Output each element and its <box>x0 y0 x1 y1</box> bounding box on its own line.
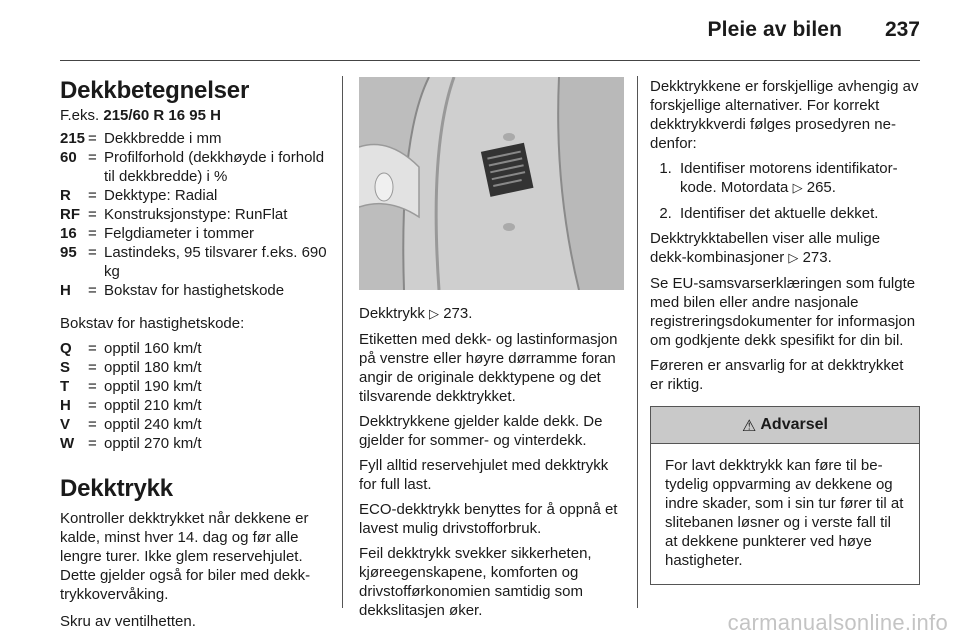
tyre-term-row <box>60 281 330 300</box>
term: R <box>60 187 71 204</box>
term: V <box>60 416 71 433</box>
equals-sign: = <box>88 340 97 357</box>
door-frame-label-illustration <box>359 77 624 290</box>
definition: Felgdiameter i tommer <box>104 225 255 242</box>
triangle-right-icon: ▷ <box>788 251 799 266</box>
speed-code-row <box>60 339 330 358</box>
speed-code-row <box>60 434 330 453</box>
triangle-right-icon: ▷ <box>792 181 803 196</box>
term: T <box>60 378 70 395</box>
definition: Profilforhold (dekkhøyde i forhold til dekkbredde) i % <box>104 149 325 185</box>
definition: opptil 270 km/t <box>104 435 202 452</box>
paragraph-check-pressure: Kontroller dekktrykket når dekkene er kalde, minst hver 14. dag og før alle lengre turer. Ikke glem reservehjulet. Dette gjelder også for biler med dekktrykkovervåking. <box>60 510 311 603</box>
column-divider-1 <box>342 76 343 608</box>
equals-sign: = <box>88 282 97 299</box>
example-line <box>60 106 330 125</box>
step-text: Identifiser det aktuelle dekket. <box>680 205 879 222</box>
tyre-label-sticker <box>481 143 534 197</box>
equals-sign: = <box>88 187 97 204</box>
definition: Bokstav for hastighetskode <box>104 282 285 299</box>
step-reference-page: 265. <box>806 179 836 196</box>
example-prefix: F.eks. <box>60 107 100 124</box>
definition: Dekktype: Radial <box>104 187 218 204</box>
term: 60 <box>60 149 77 166</box>
reference-text: Dekktrykk <box>359 305 425 322</box>
watermark: carmanualsonline.info <box>727 610 948 635</box>
tyre-term-list <box>60 129 330 300</box>
heading-tyre-pressure: Dekktrykk <box>60 475 173 502</box>
term: S <box>60 359 71 376</box>
warning-text: For lavt dekktrykk kan føre til betydelig oppvarming av dekkene og indre skader, som i sin tur fører til at slitebanen løsner og i verste fall til at dekkene punkterer ved høye hastigheter. <box>665 457 904 569</box>
paragraph-valve-cap: Skru av ventilhetten. <box>60 613 196 630</box>
heading-tyre-designations: Dekkbetegnelser <box>60 77 250 104</box>
equals-sign: = <box>88 435 97 452</box>
equals-sign: = <box>88 359 97 376</box>
definition: opptil 210 km/t <box>104 397 202 414</box>
speed-code-row <box>60 415 330 434</box>
page-number: 237 <box>884 18 920 41</box>
speed-code-row <box>60 358 330 377</box>
warning-triangle-icon: ⚠ <box>742 415 757 435</box>
tyre-term-row <box>60 205 330 224</box>
speed-code-row <box>60 377 330 396</box>
column-left <box>60 77 330 631</box>
equals-sign: = <box>88 206 97 223</box>
definition: Lastindeks, 95 tilsvarer f.eks. 690 kg <box>104 244 327 280</box>
definition: opptil 240 km/t <box>104 416 202 433</box>
column-middle <box>359 77 624 620</box>
definition: opptil 190 km/t <box>104 378 202 395</box>
paragraph-spare-wheel: Fyll alltid reservehjulet med dekktrykk for full last. <box>359 457 609 493</box>
speed-code-row <box>60 396 330 415</box>
step-text: Identifiser motorens identifikatorkode. Motordata <box>680 160 898 196</box>
column-divider-2 <box>637 76 638 608</box>
equals-sign: = <box>88 130 97 147</box>
definition: opptil 160 km/t <box>104 340 202 357</box>
procedure-step <box>676 204 920 223</box>
term: 95 <box>60 244 77 261</box>
header-rule <box>60 60 920 61</box>
paragraph-pressure-varies: Dekktrykkene er forskjellige avhengig av forskjellige alternativer. For korrekt dekktrykkverdi følges prosedyren nedenfor: <box>650 78 919 152</box>
paragraph-driver-responsible: Føreren er ansvarlig for at dekktrykket er riktig. <box>650 357 904 393</box>
equals-sign: = <box>88 397 97 414</box>
term: W <box>60 435 75 452</box>
paragraph-wrong-pressure: Feil dekktrykk svekker sikkerheten, kjøreegenskapene, komforten og drivstofførkonomien samtidig som dekkslitasjen øker. <box>359 545 592 619</box>
term: H <box>60 282 71 299</box>
equals-sign: = <box>88 416 97 433</box>
warning-box <box>650 406 920 585</box>
term: RF <box>60 206 80 223</box>
paragraph-label-location: Etiketten med dekk- og lastinformasjon på venstre eller høyre dørramme foran angir de originale dekktypene og det tilsvarende dekktrykket. <box>359 331 618 405</box>
tyre-term-row <box>60 243 330 281</box>
definition: opptil 180 km/t <box>104 359 202 376</box>
term: Q <box>60 340 72 357</box>
equals-sign: = <box>88 378 97 395</box>
reference-page: 273. <box>802 249 832 266</box>
paragraph-eco-pressure: ECO-dekktrykk benyttes for å oppnå et lavest mulig drivstofforbruk. <box>359 501 618 537</box>
triangle-right-icon: ▷ <box>429 307 440 322</box>
definition: Konstruksjonstype: RunFlat <box>104 206 288 223</box>
paragraph-text: Dekktrykktabellen viser alle mulige dekk-kombinasjoner <box>650 230 881 266</box>
paragraph-pressure-table <box>650 229 920 268</box>
paragraph-eu-conformity: Se EU-samsvarserklæringen som fulgte med bilen eller andre nasjonale registreringsdokumenter for informasjon om godkjente dekk spesifikt for din bil. <box>650 275 916 349</box>
tyre-term-row <box>60 148 330 186</box>
warning-title: Advarsel <box>760 416 828 433</box>
tyre-term-row <box>60 129 330 148</box>
warning-header <box>651 407 919 444</box>
procedure-list <box>650 159 920 223</box>
term: 215 <box>60 130 86 147</box>
speed-code-intro: Bokstav for hastighetskode: <box>60 315 245 332</box>
tyre-term-row <box>60 224 330 243</box>
procedure-step <box>676 159 920 198</box>
running-head: Pleie av bilen <box>707 18 842 41</box>
reference-page: 273. <box>443 305 473 322</box>
speed-code-list <box>60 339 330 453</box>
paragraph-cold-tyres: Dekktrykkene gjelder kalde dekk. De gjelder for sommer- og vinterdekk. <box>359 413 603 449</box>
term: H <box>60 397 71 414</box>
column-right <box>650 77 920 585</box>
page-header <box>0 0 960 60</box>
tyre-term-row <box>60 186 330 205</box>
reference-tyre-pressure <box>359 304 624 324</box>
term: 16 <box>60 225 77 242</box>
equals-sign: = <box>88 149 97 166</box>
example-code: 215/60 R 16 95 H <box>103 107 221 124</box>
equals-sign: = <box>88 225 97 242</box>
door-frame-svg <box>359 77 624 290</box>
definition: Dekkbredde i mm <box>104 130 222 147</box>
equals-sign: = <box>88 244 97 261</box>
